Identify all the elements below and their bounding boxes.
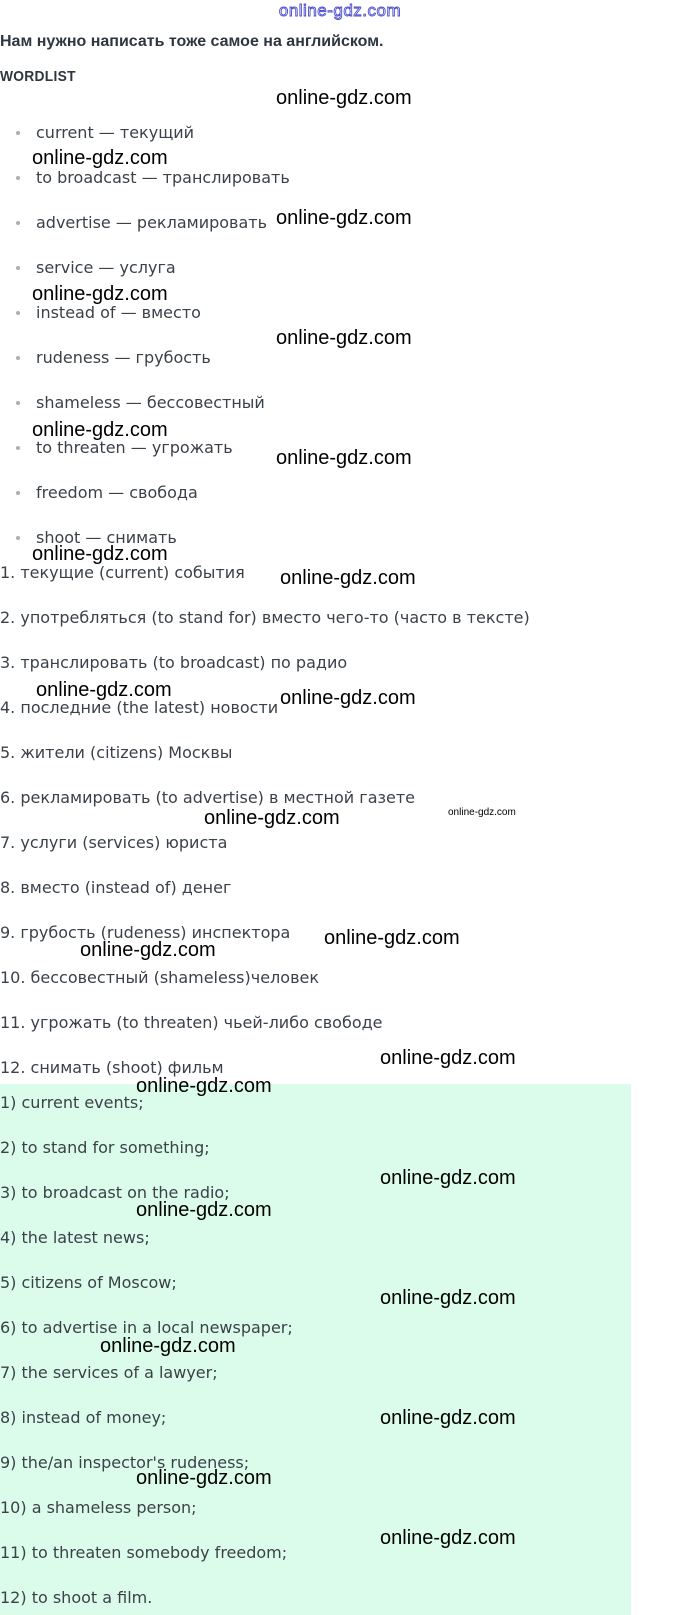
watermark: online-gdz.com bbox=[32, 147, 168, 169]
watermark: online-gdz.com bbox=[32, 543, 168, 565]
answer-item: 10) a shameless person; bbox=[0, 1498, 197, 1517]
answer-item: 8) instead of money; bbox=[0, 1408, 167, 1427]
watermark: online-gdz.com bbox=[80, 939, 216, 961]
watermark: online-gdz.com bbox=[36, 679, 172, 701]
answer-item: 6) to advertise in a local newspaper; bbox=[0, 1318, 293, 1337]
wordlist-item-text: shoot — снимать bbox=[36, 528, 177, 547]
bullet-icon bbox=[16, 446, 20, 450]
phrase-item: 7. услуги (services) юриста bbox=[0, 833, 228, 852]
watermark: online-gdz.com bbox=[380, 1407, 516, 1429]
wordlist-item bbox=[36, 393, 265, 413]
task-prompt: Нам нужно написать тоже самое на английском. bbox=[0, 33, 384, 50]
answer-item: 4) the latest news; bbox=[0, 1228, 150, 1247]
answer-panel bbox=[0, 1084, 631, 1615]
watermark: online-gdz.com bbox=[276, 207, 412, 229]
answer-item: 9) the/an inspector's rudeness; bbox=[0, 1453, 250, 1472]
bullet-icon bbox=[16, 221, 20, 225]
watermark: online-gdz.com bbox=[380, 1527, 516, 1549]
wordlist-item-text: current — текущий bbox=[36, 123, 195, 142]
watermark: online-gdz.com bbox=[204, 807, 340, 829]
wordlist-item bbox=[36, 123, 194, 143]
bullet-icon bbox=[16, 266, 20, 270]
watermark: online-gdz.com bbox=[136, 1199, 272, 1221]
wordlist-item bbox=[36, 348, 211, 368]
phrase-item: 4. последние (the latest) новости bbox=[0, 698, 279, 717]
answer-item: 1) current events; bbox=[0, 1093, 144, 1112]
phrase-item: 12. снимать (shoot) фильм bbox=[0, 1058, 224, 1077]
wordlist-item-text: service — услуга bbox=[36, 258, 176, 277]
phrase-item: 3. транслировать (to broadcast) по радио bbox=[0, 653, 348, 672]
watermark: online-gdz.com bbox=[32, 283, 168, 305]
watermark: online-gdz.com bbox=[280, 687, 416, 709]
wordlist-item bbox=[36, 303, 201, 323]
watermark: online-gdz.com bbox=[276, 87, 412, 109]
phrase-item: 1. текущие (current) события bbox=[0, 563, 245, 582]
bullet-icon bbox=[16, 311, 20, 315]
bullet-icon bbox=[16, 356, 20, 360]
watermark: online-gdz.com bbox=[276, 447, 412, 469]
answer-item: 5) citizens of Moscow; bbox=[0, 1273, 177, 1292]
wordlist-item-text: shameless — бессовестный bbox=[36, 393, 265, 412]
bullet-icon bbox=[16, 491, 20, 495]
phrase-item: 8. вместо (instead of) денег bbox=[0, 878, 232, 897]
answer-item: 11) to threaten somebody freedom; bbox=[0, 1543, 288, 1562]
wordlist-item-text: advertise — рекламировать bbox=[36, 213, 268, 232]
watermark: online-gdz.com bbox=[324, 927, 460, 949]
watermark: online-gdz.com bbox=[280, 567, 416, 589]
top-watermark-logo: online-gdz.com bbox=[278, 1, 402, 20]
wordlist-heading: WORDLIST bbox=[0, 68, 76, 85]
wordlist-item-text: to threaten — угрожать bbox=[36, 438, 233, 457]
wordlist-item-text: instead of — вместо bbox=[36, 303, 201, 322]
wordlist-item bbox=[36, 258, 176, 278]
phrase-item: 5. жители (citizens) Москвы bbox=[0, 743, 233, 762]
wordlist-item-text: to broadcast — транслировать bbox=[36, 168, 290, 187]
watermark: online-gdz.com bbox=[32, 419, 168, 441]
watermark: online-gdz.com bbox=[380, 1047, 516, 1069]
bullet-icon bbox=[16, 536, 20, 540]
wordlist-item bbox=[36, 483, 198, 503]
answer-item: 7) the services of a lawyer; bbox=[0, 1363, 218, 1382]
wordlist-item bbox=[36, 168, 290, 188]
watermark: online-gdz.com bbox=[276, 327, 412, 349]
watermark: online-gdz.com bbox=[380, 1287, 516, 1309]
watermark: online-gdz.com bbox=[136, 1467, 272, 1489]
wordlist-item bbox=[36, 213, 267, 233]
phrase-item: 6. рекламировать (to advertise) в местной газете bbox=[0, 788, 416, 807]
bullet-icon bbox=[16, 401, 20, 405]
answer-item: 2) to stand for something; bbox=[0, 1138, 210, 1157]
phrase-item: 2. употребляться (to stand for) вместо чего-то (часто в тексте) bbox=[0, 608, 530, 627]
watermark: online-gdz.com bbox=[380, 1167, 516, 1189]
phrase-item: 11. угрожать (to threaten) чьей-либо свободе bbox=[0, 1013, 383, 1032]
phrase-item: 9. грубость (rudeness) инспектора bbox=[0, 923, 291, 942]
bullet-icon bbox=[16, 176, 20, 180]
answer-item: 12) to shoot a film. bbox=[0, 1588, 153, 1607]
watermark: online-gdz.com bbox=[100, 1335, 236, 1357]
wordlist-item-text: freedom — свобода bbox=[36, 483, 198, 502]
watermark: online-gdz.com bbox=[448, 807, 516, 818]
phrase-item: 10. бессовестный (shameless)человек bbox=[0, 968, 319, 987]
answer-item: 3) to broadcast on the radio; bbox=[0, 1183, 230, 1202]
wordlist-item-text: rudeness — грубость bbox=[36, 348, 211, 367]
watermark: online-gdz.com bbox=[136, 1075, 272, 1097]
bullet-icon bbox=[16, 131, 20, 135]
